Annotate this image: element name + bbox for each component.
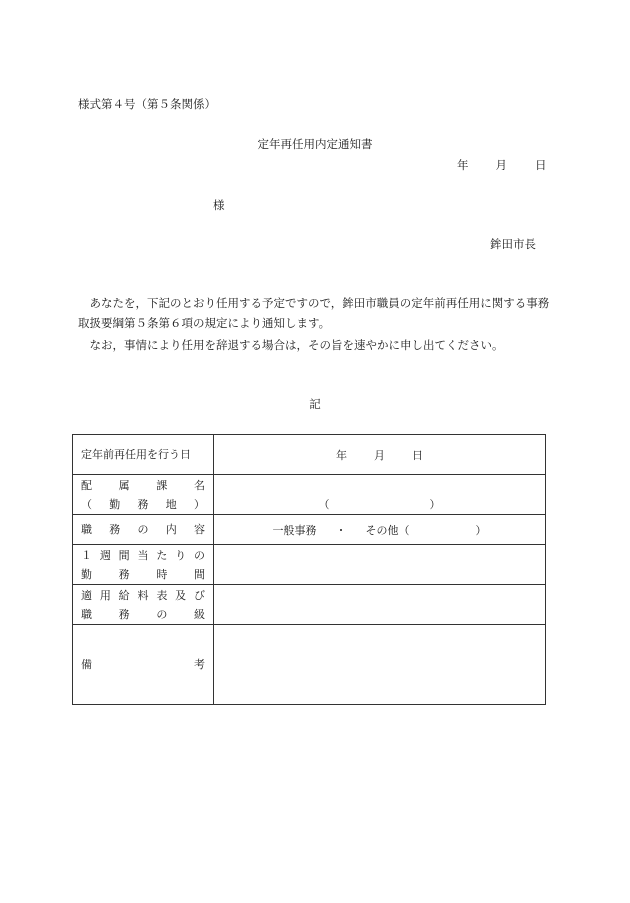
label-char: 給 [118,588,130,602]
label-char: 配 [81,478,92,492]
label-char: 用 [99,588,111,602]
label-char: た [156,548,168,562]
label-char: 属 [118,478,130,492]
weekly-hours-label-line1 [73,546,213,565]
department-value-cell [214,475,546,515]
label-char: の [193,548,205,562]
salary-grade-label-line2 [73,605,213,624]
label-char: 適 [81,588,92,602]
salary-grade-value-cell [214,585,546,625]
ki-heading: 記 [309,397,321,411]
paren-close: ） [429,497,441,511]
duty-separator: ・ [335,523,347,537]
table-row [73,515,546,545]
start-date-value-cell [214,435,546,475]
paren-close: ） [475,523,487,537]
label-char: 職 [81,607,92,621]
start-date-label-cell [73,435,214,475]
start-date-year: 年 [336,448,347,462]
label-char: 務 [118,567,130,581]
label-char: 間 [193,567,205,581]
label-char: １ [81,548,92,562]
date-month: 月 [495,158,507,172]
label-char: 地 [165,497,177,511]
notice-paragraph: あなたを，下記のとおり任用する予定ですので，鉾田市職員の定年前再任用に関する事務取扱要綱第５条第６項の規定により通知します。 [78,296,550,330]
label-char: 表 [156,588,168,602]
label-char: 務 [109,523,121,536]
label-char: 備 [81,658,92,671]
department-label-cell [73,475,214,515]
label-char: 容 [194,523,205,536]
department-label [73,476,213,495]
paren-open: （ [398,523,410,537]
weekly-hours-value-cell [214,545,546,585]
label-char: 当 [137,548,149,562]
table-row [73,585,546,625]
remarks-label-cell [73,625,214,705]
start-date-day: 日 [412,448,423,462]
remarks-value-cell [214,625,546,705]
weekly-hours-label-line2 [73,565,213,584]
label-char: 及 [175,588,187,602]
label-char: ） [194,497,205,511]
table-row [73,625,546,705]
date-day: 日 [535,158,547,172]
salary-grade-label-line1 [73,586,213,605]
label-char: び [193,588,205,602]
weekly-hours-label-cell [73,545,214,585]
salary-grade-label-cell [73,585,214,625]
duty-general-affairs: 一般事務 [272,523,317,537]
remarks-label [73,655,213,674]
label-char: の [156,607,168,621]
label-char: 名 [193,478,205,492]
start-date-label: 定年前再任用を行う日 [81,448,191,461]
label-char: （ [81,497,92,511]
duties-label-cell [73,515,214,545]
start-date-month: 月 [374,448,385,462]
issue-date [457,157,547,173]
label-char: 務 [118,607,130,621]
label-char: 職 [81,523,92,536]
duty-other: その他 [365,523,399,537]
date-year: 年 [457,158,469,172]
label-char: 級 [193,607,205,621]
label-char: 勤 [109,497,121,511]
label-char: 考 [194,658,205,671]
label-char: り [175,548,187,562]
table-row [73,435,546,475]
label-char: 週 [99,548,111,562]
label-char: 時 [156,567,168,581]
form-number: 様式第４号（第５条関係） [78,97,216,111]
table-row [73,475,546,515]
table-row [73,545,546,585]
duties-label [73,520,213,539]
issuer-name: 鉾田市長 [490,237,536,251]
appointment-details-table [72,434,546,705]
label-char: 務 [137,497,149,511]
workplace-label [73,495,213,514]
label-char: 料 [137,588,149,602]
addressee-suffix: 様 [213,198,225,212]
paren-open: （ [318,497,330,511]
duties-value-cell [214,515,546,545]
workplace-value [214,495,545,514]
label-char: 間 [118,548,130,562]
label-char: 勤 [81,567,92,581]
label-char: の [137,523,149,536]
withdrawal-paragraph: なお，事情により任用を辞退する場合は，その旨を速やかに申し出てください。 [89,338,504,352]
label-char: 課 [156,478,168,492]
label-char: 内 [165,523,177,536]
document-title: 定年再任用内定通知書 [257,137,373,151]
